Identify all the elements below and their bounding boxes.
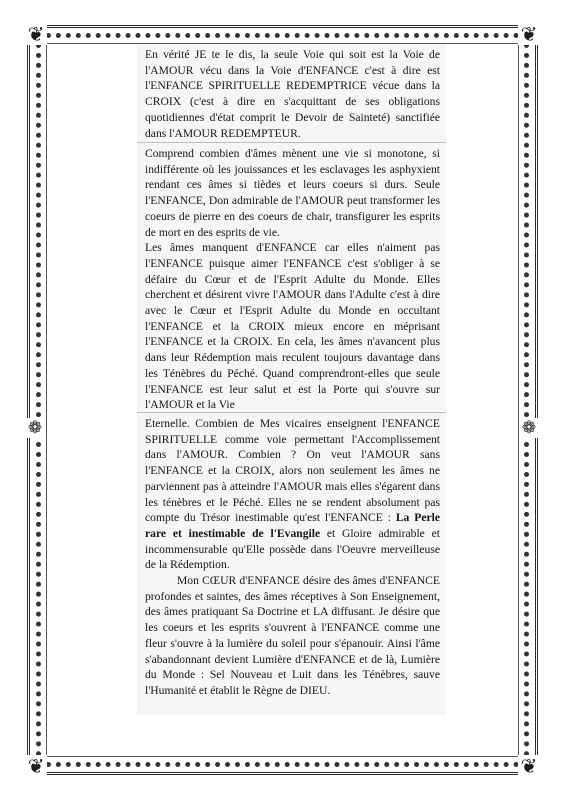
corner-ornament-icon: ❦	[518, 755, 540, 777]
corner-ornament-icon: ❦	[25, 23, 47, 45]
paragraph-text: et Gloire admirable et incommensurable qu'Elle possède dans l'Oeuvre merveilleuse de la Rédemption.	[145, 526, 440, 572]
paragraph	[145, 416, 440, 573]
paragraph: Mon CŒUR d'ENFANCE désire des âmes d'ENFANCE profondes et saintes, des âmes réceptives à Son Enseignement, des âmes pratiquant Sa Doctrine et LA diffusant. Je désire que les coeurs et les esprits s'ouvrent à l'ENFANCE comme une fleur s'ouvre à la lumière du soleil pour s'épanouir. Ainsi l'âme s'abandonnant devient Lumière d'ENFANCE et de là, Lumière du Monde : Sel Nouveau et Luit dans les Ténèbres, sauve l'Humanité et établit le Règne de DIEU.	[145, 574, 440, 697]
corner-ornament-icon: ❦	[518, 23, 540, 45]
text-clipping-1	[137, 44, 446, 142]
corner-ornament-icon: ❦	[25, 755, 47, 777]
text-clipping-2	[137, 142, 446, 412]
paragraph-text: Eternelle. Combien de Mes vicaires enseignent l'ENFANCE SPIRITUELLE comme voie permettant l'Accomplissement dans l'AMOUR. Combien ? On veut l'AMOUR sans l'ENFANCE et la CROIX, alors non seulement les âmes ne parviennent pas à atteindre l'AMOUR mais elles s'égarent dans les ténèbres et le Péché. Elles ne se rendent absolument pas compte du Trésor inestimable qu'est l'ENFANCE :	[145, 417, 440, 525]
paragraph: Les âmes manquent d'ENFANCE car elles n'aiment pas l'ENFANCE puisque aimer l'ENFANCE c'est s'obliger à se défaire du Cœur et de l'Esprit Adulte du Monde. Elles cherchent et désirent vivre l'AMOUR dans l'Adulte c'est à dire avec le Cœur et l'Esprit Adulte du Monde en occultant l'ENFANCE et la CROIX mieux encore en méprisant l'ENFANCE et la CROIX. En cela, les âmes n'avancent plus dans leur Rédemption mais reculent toujours davantage dans les Ténèbres du Péché. Quand comprendront-elles que seule l'ENFANCE est leur salut et est la Porte qui s'ouvre sur l'AMOUR et la Vie	[145, 241, 440, 412]
emphasis-text: La Perle rare et inestimable de l'Evangile	[145, 511, 441, 540]
side-ornament-icon: ❁	[25, 418, 45, 438]
side-ornament-icon: ❁	[519, 418, 539, 438]
paragraph: En vérité JE te le dis, la seule Voie qui soit est la Voie de l'AMOUR vécu dans la Voie d'ENFANCE c'est à dire est l'ENFANCE SPIRITUELLE REDEMPTRICE vécue dans la CROIX (c'est à dire en s'acquittant de ses obligations quotidiennes d'état comprit le Devoir de Sainteté) sanctifiée dans l'AMOUR REDEMPTEUR.	[145, 48, 440, 140]
paragraph: Comprend combien d'âmes mènent une vie si monotone, si indifférente où les jouissances et les esclavages les asphyxient rendant ces âmes si tièdes et leurs coeurs si durs. Seule l'ENFANCE, Don admirable de l'AMOUR peut transformer les coeurs de pierre en des coeurs de chair, transfigurer les esprits de mort en des esprits de vie.	[145, 147, 440, 239]
text-clipping-3	[137, 412, 446, 715]
